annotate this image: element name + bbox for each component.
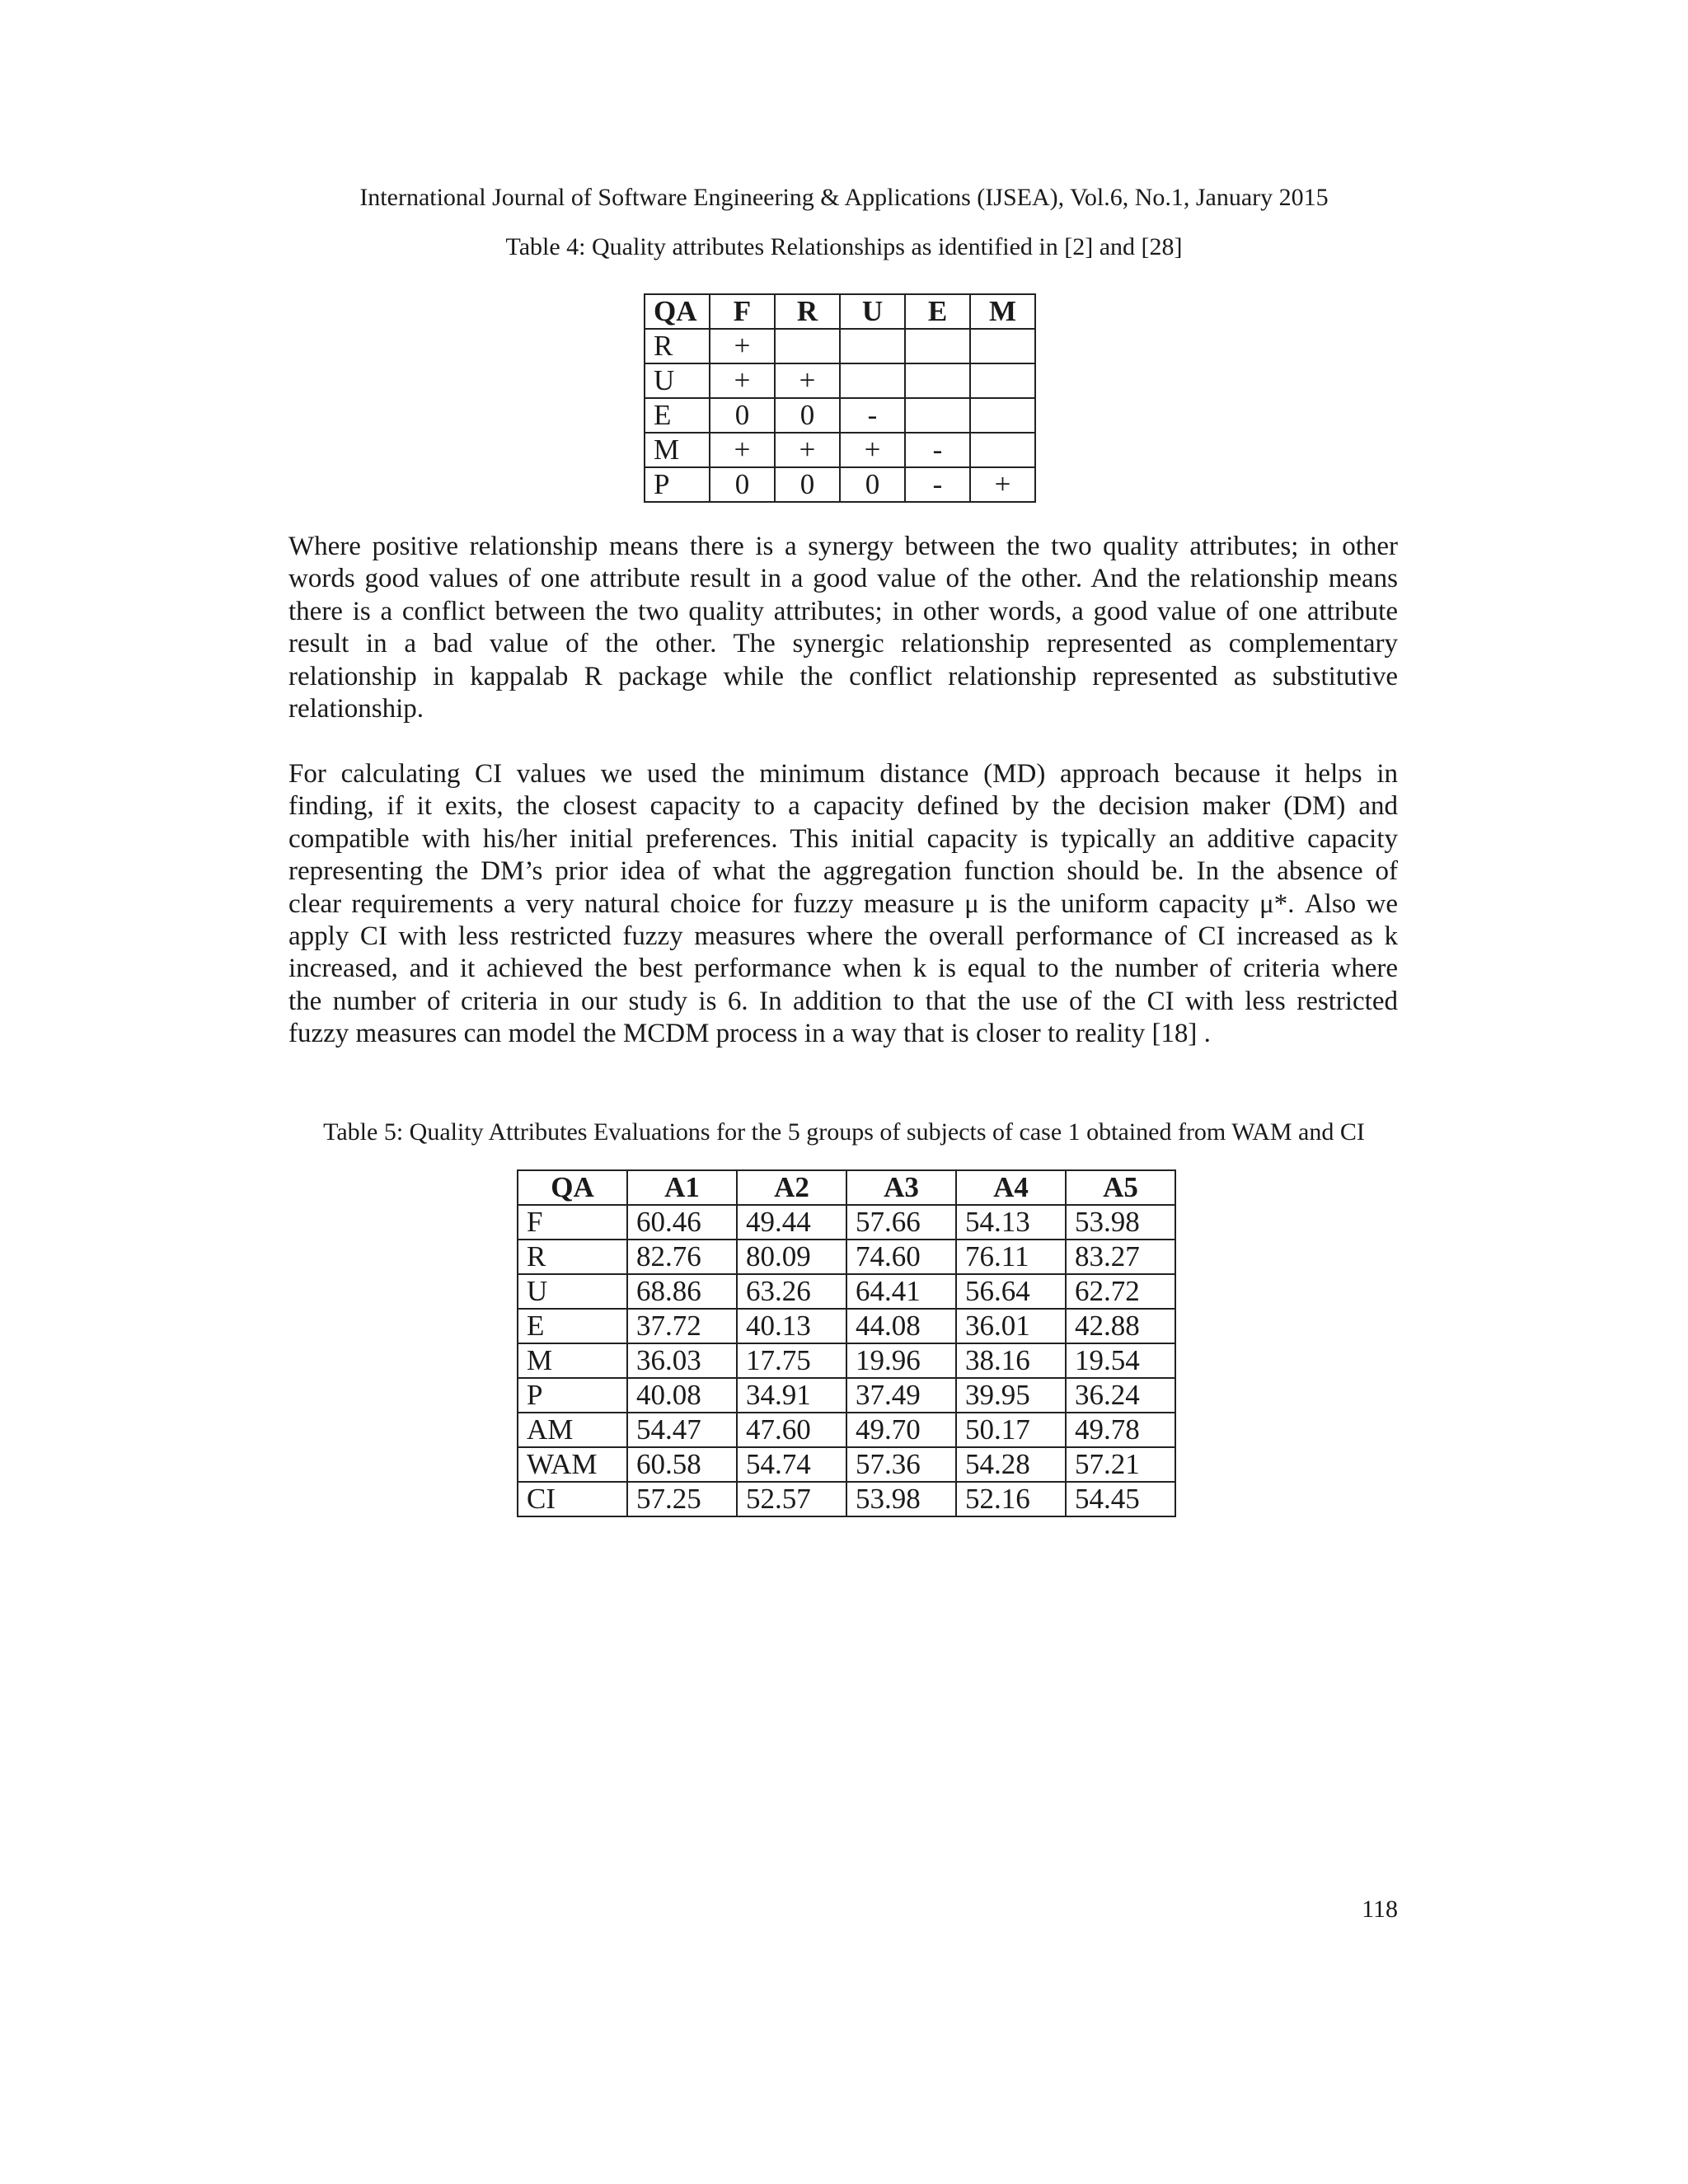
table-cell: U <box>645 363 710 398</box>
table5-header-cell: A5 <box>1066 1170 1175 1205</box>
table-cell: F <box>518 1205 627 1240</box>
paragraph-relationships <box>288 531 1398 725</box>
table5-header-row <box>518 1170 1175 1205</box>
text-line: clear requirements a very natural choice for fuzzy measure μ is the uniform capacity μ*. Also we <box>288 888 1398 919</box>
text-line: compatible with his/her initial preferences. This initial capacity is typically an additive capacity <box>288 823 1398 854</box>
table-cell: 37.72 <box>627 1309 737 1343</box>
table-cell: 54.28 <box>956 1447 1066 1482</box>
table5-header-cell: QA <box>518 1170 627 1205</box>
table-cell: 62.72 <box>1066 1274 1175 1309</box>
table-row <box>518 1378 1175 1413</box>
text-line: finding, if it exits, the closest capacity to a capacity defined by the decision maker (DM) and <box>288 791 1398 822</box>
table-cell: 76.11 <box>956 1240 1066 1274</box>
table-row <box>645 467 1035 502</box>
table-cell: 64.41 <box>846 1274 956 1309</box>
table5-header-cell: A4 <box>956 1170 1066 1205</box>
table-cell: 63.26 <box>737 1274 846 1309</box>
table-row <box>518 1205 1175 1240</box>
table-cell: 54.13 <box>956 1205 1066 1240</box>
table-cell: + <box>840 433 905 467</box>
table-cell: 56.64 <box>956 1274 1066 1309</box>
table5-evaluations <box>517 1169 1176 1517</box>
table-cell: + <box>970 467 1035 502</box>
text-line: fuzzy measures can model the MCDM process in a way that is closer to reality [18] . <box>288 1019 1211 1049</box>
table4-header-cell: M <box>970 294 1035 329</box>
table-cell <box>775 329 840 363</box>
table-cell: 49.78 <box>1066 1413 1175 1447</box>
table-cell: 57.66 <box>846 1205 956 1240</box>
table-cell: 57.21 <box>1066 1447 1175 1482</box>
table-cell: 0 <box>710 398 775 433</box>
table-cell: 36.01 <box>956 1309 1066 1343</box>
table-cell: CI <box>518 1482 627 1516</box>
table-cell: 57.25 <box>627 1482 737 1516</box>
table-cell: M <box>645 433 710 467</box>
table4-header-cell: U <box>840 294 905 329</box>
text-line: words good values of one attribute result in a good value of the other. And the relationship means <box>288 564 1398 594</box>
table-cell: 60.46 <box>627 1205 737 1240</box>
text-line: representing the DM’s prior idea of what the aggregation function should be. In the absence of <box>288 856 1398 887</box>
table-cell: 49.44 <box>737 1205 846 1240</box>
table4-header-row <box>645 294 1035 329</box>
table5-header-cell: A3 <box>846 1170 956 1205</box>
text-line: increased, and it achieved the best performance when k is equal to the number of criteria where <box>288 954 1398 984</box>
table-cell: P <box>518 1378 627 1413</box>
table-row <box>645 433 1035 467</box>
table-cell: 40.13 <box>737 1309 846 1343</box>
table-cell: 36.24 <box>1066 1378 1175 1413</box>
running-header: International Journal of Software Engineering & Applications (IJSEA), Vol.6, No.1, January 2015 <box>359 184 1329 211</box>
table-row <box>518 1482 1175 1516</box>
table-cell <box>970 329 1035 363</box>
table-cell: + <box>775 433 840 467</box>
table-cell: 52.16 <box>956 1482 1066 1516</box>
table-cell: 37.49 <box>846 1378 956 1413</box>
table-cell: 0 <box>840 467 905 502</box>
table-cell: 80.09 <box>737 1240 846 1274</box>
table-cell: 0 <box>710 467 775 502</box>
text-line: relationship in kappalab R package while the conflict relationship represented as substitutive <box>288 661 1398 691</box>
table-cell <box>905 363 970 398</box>
table-row <box>518 1413 1175 1447</box>
table-cell: 60.58 <box>627 1447 737 1482</box>
table-cell: 57.36 <box>846 1447 956 1482</box>
table4-header-cell: F <box>710 294 775 329</box>
table-cell: 36.03 <box>627 1343 737 1378</box>
table-cell: 50.17 <box>956 1413 1066 1447</box>
table-cell: 34.91 <box>737 1378 846 1413</box>
table-cell: WAM <box>518 1447 627 1482</box>
table-cell <box>905 398 970 433</box>
table-cell: 68.86 <box>627 1274 737 1309</box>
table-cell: U <box>518 1274 627 1309</box>
table4-header-cell: R <box>775 294 840 329</box>
table-cell: 19.54 <box>1066 1343 1175 1378</box>
table-cell: 54.45 <box>1066 1482 1175 1516</box>
table-cell: M <box>518 1343 627 1378</box>
table-row <box>645 363 1035 398</box>
table-cell: E <box>518 1309 627 1343</box>
table-cell <box>970 398 1035 433</box>
table-cell: - <box>905 433 970 467</box>
table-cell: 49.70 <box>846 1413 956 1447</box>
table4-relationships <box>644 293 1036 503</box>
table-cell: 42.88 <box>1066 1309 1175 1343</box>
table-row <box>518 1309 1175 1343</box>
table5-header-cell: A2 <box>737 1170 846 1205</box>
paragraph-ci-calculation <box>288 758 1398 1051</box>
text-line: Where positive relationship means there is a synergy between the two quality attributes; in other <box>288 532 1398 561</box>
table-cell: R <box>645 329 710 363</box>
table-cell: 53.98 <box>1066 1205 1175 1240</box>
text-line: the number of criteria in our study is 6. In addition to that the use of the CI with less restricted <box>288 986 1398 1016</box>
table-cell: 0 <box>775 467 840 502</box>
table-cell: 40.08 <box>627 1378 737 1413</box>
table-cell: + <box>710 363 775 398</box>
table-cell: AM <box>518 1413 627 1447</box>
table4-caption: Table 4: Quality attributes Relationships as identified in [2] and [28] <box>505 233 1183 260</box>
table-cell: 54.47 <box>627 1413 737 1447</box>
table-cell: 52.57 <box>737 1482 846 1516</box>
table-cell: 47.60 <box>737 1413 846 1447</box>
table4-header-cell: E <box>905 294 970 329</box>
table-cell: 74.60 <box>846 1240 956 1274</box>
table-row <box>645 329 1035 363</box>
text-line: result in a bad value of the other. The synergic relationship represented as complementary <box>288 629 1398 659</box>
table-row <box>518 1274 1175 1309</box>
table-cell <box>970 433 1035 467</box>
table-row <box>518 1240 1175 1274</box>
table-cell <box>840 329 905 363</box>
table-cell: + <box>710 433 775 467</box>
table-cell: R <box>518 1240 627 1274</box>
page-number: 118 <box>1362 1896 1398 1923</box>
table-cell: - <box>905 467 970 502</box>
table-cell: + <box>710 329 775 363</box>
table-cell: - <box>840 398 905 433</box>
table-cell <box>905 329 970 363</box>
table-cell: 39.95 <box>956 1378 1066 1413</box>
table5-caption: Table 5: Quality Attributes Evaluations for the 5 groups of subjects of case 1 obtained from WAM and CI <box>323 1118 1365 1146</box>
text-line: there is a conflict between the two quality attributes; in other words, a good value of one attribute <box>288 596 1398 626</box>
table-cell: 53.98 <box>846 1482 956 1516</box>
text-line: For calculating CI values we used the minimum distance (MD) approach because it helps in <box>288 759 1398 789</box>
table-cell: 19.96 <box>846 1343 956 1378</box>
table-cell <box>970 363 1035 398</box>
table4-header-cell: QA <box>645 294 710 329</box>
table-cell: P <box>645 467 710 502</box>
text-line: apply CI with less restricted fuzzy measures where the overall performance of CI increased as k <box>288 921 1398 951</box>
table-cell <box>840 363 905 398</box>
text-line: relationship. <box>288 693 424 724</box>
table5-header-cell: A1 <box>627 1170 737 1205</box>
table-cell: 54.74 <box>737 1447 846 1482</box>
table-cell: 38.16 <box>956 1343 1066 1378</box>
table-row <box>518 1447 1175 1482</box>
table-cell: 0 <box>775 398 840 433</box>
table-cell: 44.08 <box>846 1309 956 1343</box>
table-row <box>645 398 1035 433</box>
table-cell: 83.27 <box>1066 1240 1175 1274</box>
table-row <box>518 1343 1175 1378</box>
table-cell: 82.76 <box>627 1240 737 1274</box>
table-cell: + <box>775 363 840 398</box>
table-cell: 17.75 <box>737 1343 846 1378</box>
table-cell: E <box>645 398 710 433</box>
